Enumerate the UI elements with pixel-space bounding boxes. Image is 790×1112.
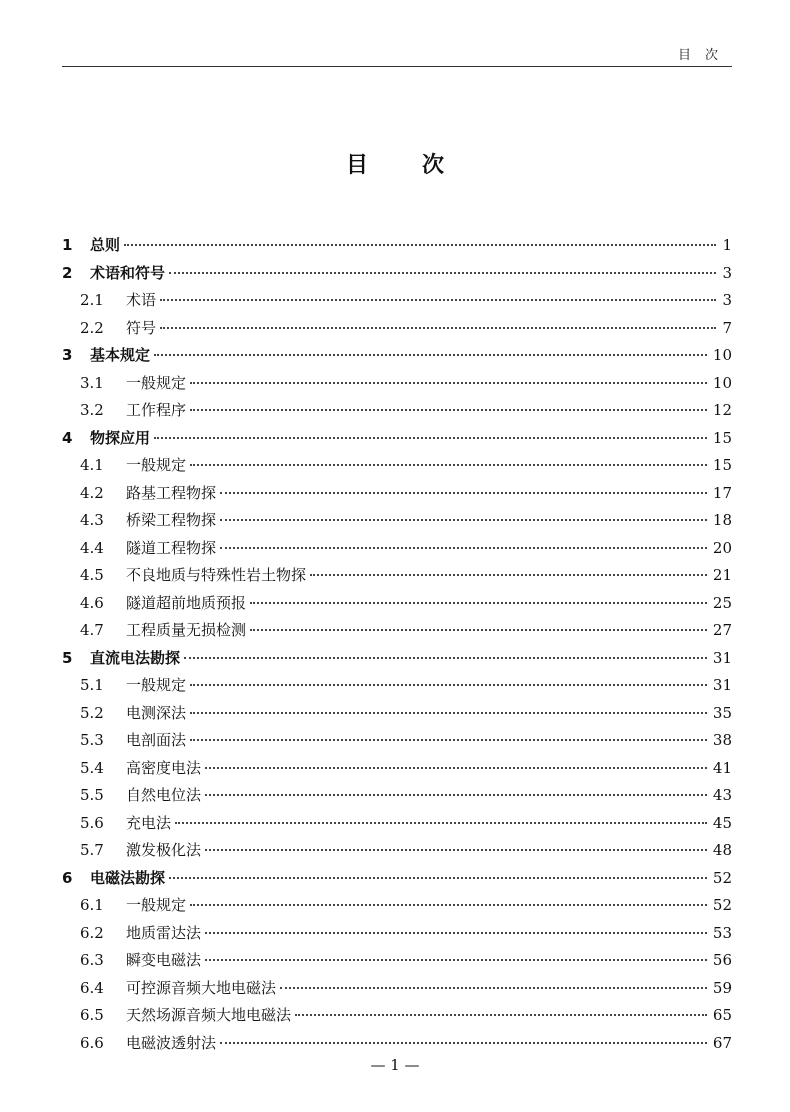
toc-dot-leader — [190, 712, 707, 714]
toc-section-entry[interactable] — [62, 837, 732, 865]
toc-entry-page: 15 — [712, 456, 732, 474]
toc-section-entry[interactable] — [62, 617, 732, 645]
toc-section-entry[interactable] — [62, 727, 732, 755]
toc-dot-leader — [250, 602, 707, 604]
toc-entry-title: 激发极化法 — [126, 841, 202, 859]
toc-entry-title: 隧道工程物探 — [126, 538, 217, 557]
toc-dot-leader — [205, 959, 707, 961]
toc-chapter-entry[interactable] — [62, 645, 732, 673]
toc-section-entry[interactable] — [62, 700, 732, 728]
toc-dot-leader — [280, 987, 707, 989]
toc-dot-leader — [169, 877, 707, 879]
toc-entry-page: 45 — [712, 813, 732, 832]
toc-entry-page: 35 — [712, 703, 732, 722]
toc-section-entry[interactable] — [62, 1030, 732, 1058]
header-rule — [62, 66, 732, 67]
toc-entry-number: 2 — [62, 263, 73, 282]
toc-entry-page: 65 — [712, 1006, 732, 1024]
toc-chapter-entry[interactable] — [62, 425, 732, 453]
toc-entry-title: 基本规定 — [90, 346, 151, 364]
toc-entry-title: 工作程序 — [126, 401, 187, 419]
toc-section-entry[interactable] — [62, 672, 732, 700]
toc-entry-page: 43 — [712, 786, 732, 804]
toc-entry-number: 3.2 — [80, 401, 104, 419]
toc-dot-leader — [160, 327, 716, 329]
toc-entry-number: 4.5 — [80, 566, 104, 584]
toc-entry-number: 1 — [62, 236, 73, 254]
toc-section-entry[interactable] — [62, 947, 732, 975]
toc-entry-page: 48 — [712, 841, 732, 859]
toc-entry-number: 5.7 — [80, 841, 104, 859]
toc-entry-title: 直流电法勘探 — [90, 648, 181, 667]
toc-dot-leader — [184, 657, 707, 659]
toc-entry-title: 自然电位法 — [126, 786, 202, 804]
toc-entry-title: 符号 — [126, 318, 157, 337]
toc-entry-number: 5.6 — [80, 813, 104, 832]
toc-dot-leader — [295, 1014, 707, 1016]
toc-entry-number: 4.1 — [80, 456, 104, 474]
toc-entry-title: 总则 — [90, 236, 121, 254]
toc-section-entry[interactable] — [62, 755, 732, 783]
toc-entry-number: 6 — [62, 868, 73, 887]
toc-dot-leader — [205, 932, 707, 934]
toc-section-entry[interactable] — [62, 892, 732, 920]
toc-entry-page: 53 — [712, 923, 732, 942]
toc-entry-page: 3 — [722, 291, 732, 309]
toc-dot-leader — [205, 794, 707, 796]
toc-dot-leader — [190, 684, 707, 686]
toc-entry-title: 地质雷达法 — [126, 923, 202, 942]
toc-entry-title: 术语和符号 — [90, 263, 166, 282]
toc-dot-leader — [205, 767, 707, 769]
toc-dot-leader — [220, 492, 707, 494]
toc-section-entry[interactable] — [62, 287, 732, 315]
toc-entry-title: 隧道超前地质预报 — [126, 593, 247, 612]
toc-section-entry[interactable] — [62, 507, 732, 535]
toc-entry-number: 4.7 — [80, 621, 104, 639]
table-of-contents — [62, 232, 732, 1057]
page-title: 目次 — [345, 153, 498, 178]
toc-entry-page: 3 — [722, 263, 732, 282]
toc-chapter-entry[interactable] — [62, 260, 732, 288]
toc-section-entry[interactable] — [62, 535, 732, 563]
toc-entry-title: 充电法 — [126, 813, 172, 832]
toc-entry-page: 67 — [712, 1033, 732, 1052]
toc-entry-title: 一般规定 — [126, 676, 187, 694]
toc-entry-number: 6.6 — [80, 1033, 104, 1052]
toc-dot-leader — [190, 409, 707, 411]
toc-dot-leader — [154, 437, 707, 439]
toc-entry-title: 一般规定 — [126, 456, 187, 474]
toc-entry-page: 52 — [712, 896, 732, 914]
toc-section-entry[interactable] — [62, 590, 732, 618]
toc-entry-page: 41 — [712, 758, 732, 777]
toc-entry-title: 电磁波透射法 — [126, 1033, 217, 1052]
toc-entry-number: 6.1 — [80, 896, 104, 914]
toc-entry-title: 路基工程物探 — [126, 483, 217, 502]
toc-entry-page: 31 — [712, 648, 732, 667]
toc-dot-leader — [190, 739, 707, 741]
toc-dot-leader — [250, 629, 707, 631]
toc-entry-page: 17 — [712, 483, 732, 502]
toc-dot-leader — [190, 382, 707, 384]
toc-entry-page: 7 — [722, 318, 732, 337]
toc-chapter-entry[interactable] — [62, 342, 732, 370]
toc-dot-leader — [160, 299, 716, 301]
toc-entry-number: 3.1 — [80, 373, 104, 392]
page-number: — 1 — — [370, 1056, 420, 1074]
toc-entry-title: 一般规定 — [126, 373, 187, 392]
toc-entry-page: 18 — [712, 511, 732, 529]
toc-dot-leader — [220, 1042, 707, 1044]
toc-section-entry[interactable] — [62, 397, 732, 425]
toc-entry-title: 桥梁工程物探 — [126, 511, 217, 529]
toc-chapter-entry[interactable] — [62, 232, 732, 260]
toc-section-entry[interactable] — [62, 1002, 732, 1030]
toc-entry-number: 5 — [62, 648, 73, 667]
toc-entry-page: 38 — [712, 731, 732, 749]
toc-entry-title: 电测深法 — [126, 703, 187, 722]
toc-entry-page: 52 — [712, 868, 732, 887]
toc-entry-title: 一般规定 — [126, 896, 187, 914]
toc-entry-number: 5.2 — [80, 703, 104, 722]
toc-section-entry[interactable] — [62, 562, 732, 590]
toc-entry-number: 6.3 — [80, 951, 104, 969]
toc-section-entry[interactable] — [62, 480, 732, 508]
toc-entry-number: 5.5 — [80, 786, 104, 804]
toc-entry-title: 电磁法勘探 — [90, 868, 166, 887]
toc-entry-title: 电剖面法 — [126, 731, 187, 749]
toc-entry-title: 可控源音频大地电磁法 — [126, 978, 277, 997]
toc-section-entry[interactable] — [62, 782, 732, 810]
toc-section-entry[interactable] — [62, 370, 732, 398]
toc-entry-number: 5.1 — [80, 676, 104, 694]
toc-section-entry[interactable] — [62, 975, 732, 1003]
toc-entry-number: 2.2 — [80, 318, 104, 337]
toc-entry-page: 56 — [712, 951, 732, 969]
toc-entry-number: 3 — [62, 346, 73, 364]
toc-entry-page: 10 — [712, 346, 732, 364]
toc-dot-leader — [154, 354, 707, 356]
toc-entry-page: 25 — [712, 593, 732, 612]
toc-entry-number: 4 — [62, 428, 73, 447]
toc-entry-title: 物探应用 — [90, 428, 151, 447]
toc-entry-title: 工程质量无损检测 — [126, 621, 247, 639]
toc-entry-page: 12 — [712, 401, 732, 419]
toc-entry-number: 6.5 — [80, 1006, 104, 1024]
toc-section-entry[interactable] — [62, 452, 732, 480]
toc-entry-page: 27 — [712, 621, 732, 639]
toc-section-entry[interactable] — [62, 920, 732, 948]
toc-entry-number: 5.3 — [80, 731, 104, 749]
toc-entry-title: 不良地质与特殊性岩土物探 — [126, 566, 307, 584]
toc-dot-leader — [124, 244, 716, 246]
toc-entry-title: 瞬变电磁法 — [126, 951, 202, 969]
toc-entry-title: 天然场源音频大地电磁法 — [126, 1006, 292, 1024]
running-header: 目次 — [677, 48, 732, 63]
toc-dot-leader — [220, 547, 707, 549]
toc-dot-leader — [169, 272, 716, 274]
toc-entry-number: 6.2 — [80, 923, 104, 942]
toc-entry-page: 31 — [712, 676, 732, 694]
toc-entry-title: 术语 — [126, 291, 157, 309]
toc-section-entry[interactable] — [62, 315, 732, 343]
toc-dot-leader — [190, 464, 707, 466]
toc-dot-leader — [310, 574, 707, 576]
toc-entry-number: 4.3 — [80, 511, 104, 529]
toc-entry-number: 4.2 — [80, 483, 104, 502]
toc-entry-number: 2.1 — [80, 291, 104, 309]
toc-dot-leader — [220, 519, 707, 521]
toc-entry-number: 4.6 — [80, 593, 104, 612]
toc-entry-number: 6.4 — [80, 978, 104, 997]
toc-entry-page: 59 — [712, 978, 732, 997]
toc-entry-page: 21 — [712, 566, 732, 584]
toc-entry-title: 高密度电法 — [126, 758, 202, 777]
toc-entry-page: 10 — [712, 373, 732, 392]
toc-entry-page: 15 — [712, 428, 732, 447]
toc-section-entry[interactable] — [62, 810, 732, 838]
toc-entry-page: 1 — [722, 236, 732, 254]
toc-dot-leader — [190, 904, 707, 906]
toc-chapter-entry[interactable] — [62, 865, 732, 893]
toc-dot-leader — [175, 822, 707, 824]
toc-entry-number: 5.4 — [80, 758, 104, 777]
toc-entry-page: 20 — [712, 538, 732, 557]
toc-entry-number: 4.4 — [80, 538, 104, 557]
toc-dot-leader — [205, 849, 707, 851]
